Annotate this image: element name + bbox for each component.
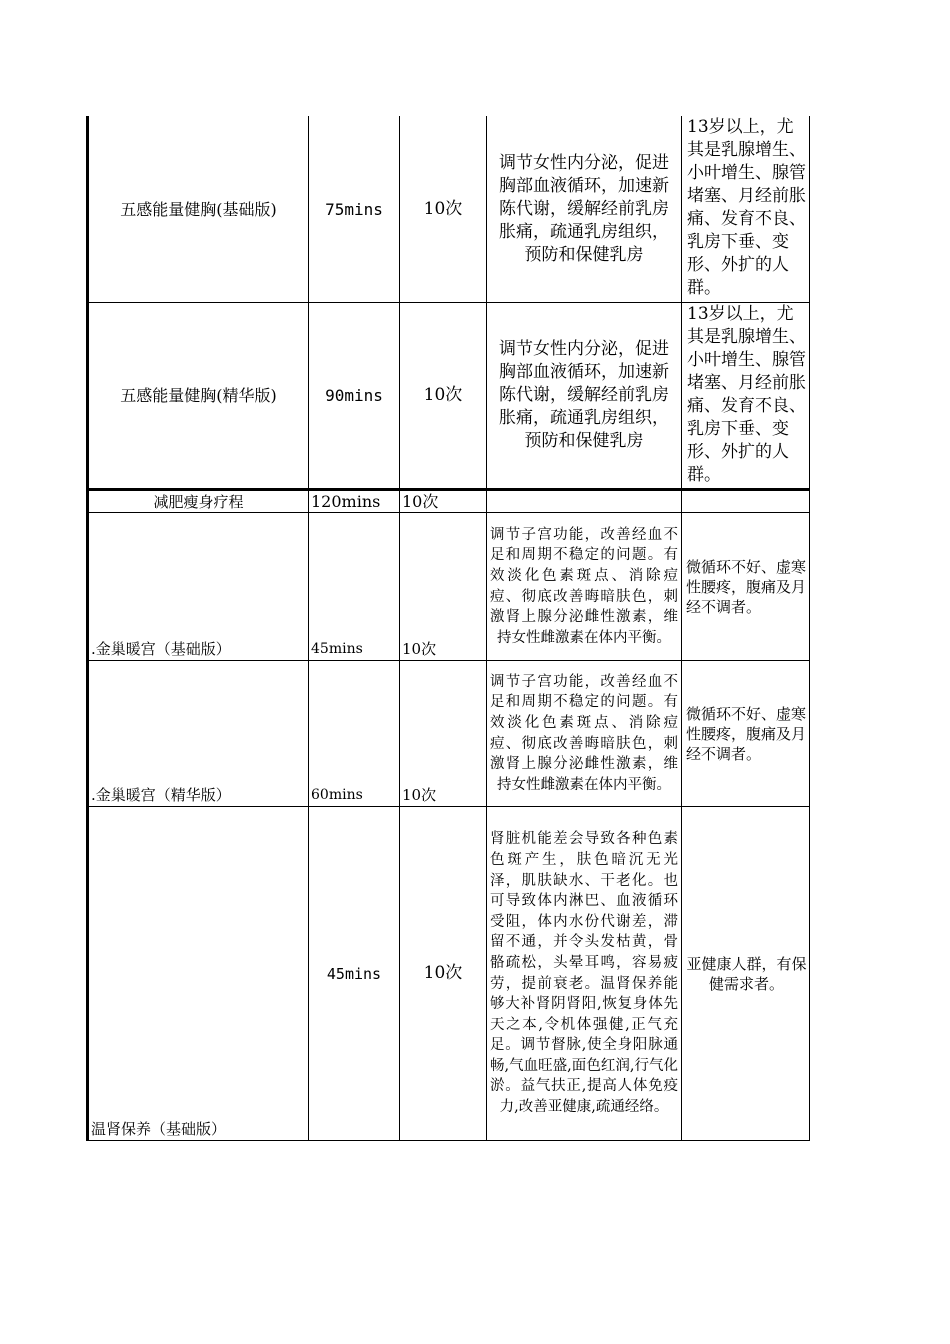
- audience-cell: [682, 661, 810, 806]
- table-row: [86, 513, 810, 661]
- audience-cell: [682, 303, 810, 488]
- duration-cell: [309, 513, 400, 660]
- effect-cell: [487, 807, 682, 1140]
- effect-text: 调节女性内分泌，促进胸部血液循环，加速新陈代谢，缓解经前乳房胀痛，疏通乳房组织，预防和保健乳房: [499, 152, 669, 265]
- duration: 45mins: [311, 641, 363, 657]
- duration-cell: [309, 807, 400, 1140]
- sessions-cell: [400, 116, 487, 302]
- sessions: 10次: [423, 198, 463, 219]
- sessions-cell: [400, 661, 487, 806]
- item-name-cell: [86, 661, 309, 806]
- item-name: 五感能量健胸(精华版): [120, 386, 277, 405]
- treatment-table: [86, 116, 810, 1141]
- duration-cell: [309, 116, 400, 302]
- sessions: 10次: [423, 385, 463, 405]
- effect-text: 调节子宫功能，改善经血不足和周期不稳定的问题。有效淡化色素斑点、消除痘痘、彻底改善晦暗肤色，刺激肾上腺分泌雌性激素，维持女性雌激素在体内平衡。: [490, 673, 678, 793]
- table-row: [86, 303, 810, 489]
- item-name-cell: [86, 491, 309, 512]
- audience-text: 13岁以上，尤其是乳腺增生、小叶增生、腺管堵塞、月经前胀痛、发育不良、乳房下垂、变形、外扩的人群。: [687, 304, 806, 485]
- sessions-cell: [400, 303, 487, 488]
- audience-cell: [682, 513, 810, 660]
- audience-cell: [682, 491, 810, 512]
- sessions-cell: [400, 491, 487, 512]
- item-name-cell: [86, 513, 309, 660]
- item-name: .金巢暖宫（基础版）: [91, 640, 231, 658]
- table-row: [86, 116, 810, 303]
- sessions: 10次: [423, 963, 463, 983]
- sessions: 10次: [402, 640, 437, 658]
- item-name-cell: [86, 303, 309, 488]
- item-name: 五感能量健胸(基础版): [120, 199, 277, 219]
- effect-cell: [487, 513, 682, 660]
- table-row: [86, 807, 810, 1141]
- duration-cell: [309, 491, 400, 512]
- audience-text: 微循环不好、虚寒性腰疼，腹痛及月经不调者。: [686, 704, 807, 763]
- effect-text: 肾脏机能差会导致各种色素色斑产生，肤色暗沉无光泽，肌肤缺水、干老化。也可导致体内淋巴、血液循环受阻，体内水份代谢差，滞留不通，并令头发枯黄，骨骼疏松，头晕耳鸣，容易疲劳，提前衰老。温肾保养能够大补肾阴肾阳,恢复身体先天之本,令机体强健,正气充足。调节督脉,使全身阳脉通畅,气血旺盛,面色红润,行气化淤。益气扶正,提高人体免疫力,改善亚健康,疏通经络。: [490, 831, 678, 1116]
- item-name-cell: [86, 116, 309, 302]
- duration: 75mins: [325, 199, 383, 219]
- sessions: 10次: [402, 492, 439, 511]
- effect-cell: [487, 116, 682, 302]
- sessions-cell: [400, 807, 487, 1140]
- duration: 45mins: [326, 964, 382, 983]
- effect-cell: [487, 491, 682, 512]
- duration: 120mins: [311, 492, 381, 511]
- audience-text: 13岁以上，尤其是乳腺增生、小叶增生、腺管堵塞、月经前胀痛、发育不良、乳房下垂、变形、外扩的人群。: [687, 117, 806, 298]
- duration-cell: [309, 661, 400, 806]
- audience-text: 亚健康人群，有保健需求者。: [686, 954, 807, 993]
- effect-text: 调节子宫功能，改善经血不足和周期不稳定的问题。有效淡化色素斑点、消除痘痘、彻底改善晦暗肤色，刺激肾上腺分泌雌性激素，维持女性雌激素在体内平衡。: [490, 526, 678, 646]
- audience-text: 微循环不好、虚寒性腰疼，腹痛及月经不调者。: [686, 557, 807, 616]
- duration: 90mins: [325, 386, 383, 405]
- audience-cell: [682, 116, 810, 302]
- duration: 60mins: [311, 787, 363, 803]
- item-name: 温肾保养（基础版）: [91, 1120, 227, 1138]
- audience-cell: [682, 807, 810, 1140]
- table-row: [86, 661, 810, 807]
- item-name: .金巢暖宫（精华版）: [91, 786, 231, 804]
- effect-cell: [487, 661, 682, 806]
- item-name-cell: [86, 807, 309, 1140]
- sessions: 10次: [402, 786, 437, 804]
- sessions-cell: [400, 513, 487, 660]
- table-row: [86, 489, 810, 513]
- duration-cell: [309, 303, 400, 488]
- item-name: 减肥瘦身疗程: [153, 493, 244, 511]
- effect-cell: [487, 303, 682, 488]
- effect-text: 调节女性内分泌，促进胸部血液循环，加速新陈代谢，缓解经前乳房胀痛，疏通乳房组织，预防和保健乳房: [499, 339, 669, 451]
